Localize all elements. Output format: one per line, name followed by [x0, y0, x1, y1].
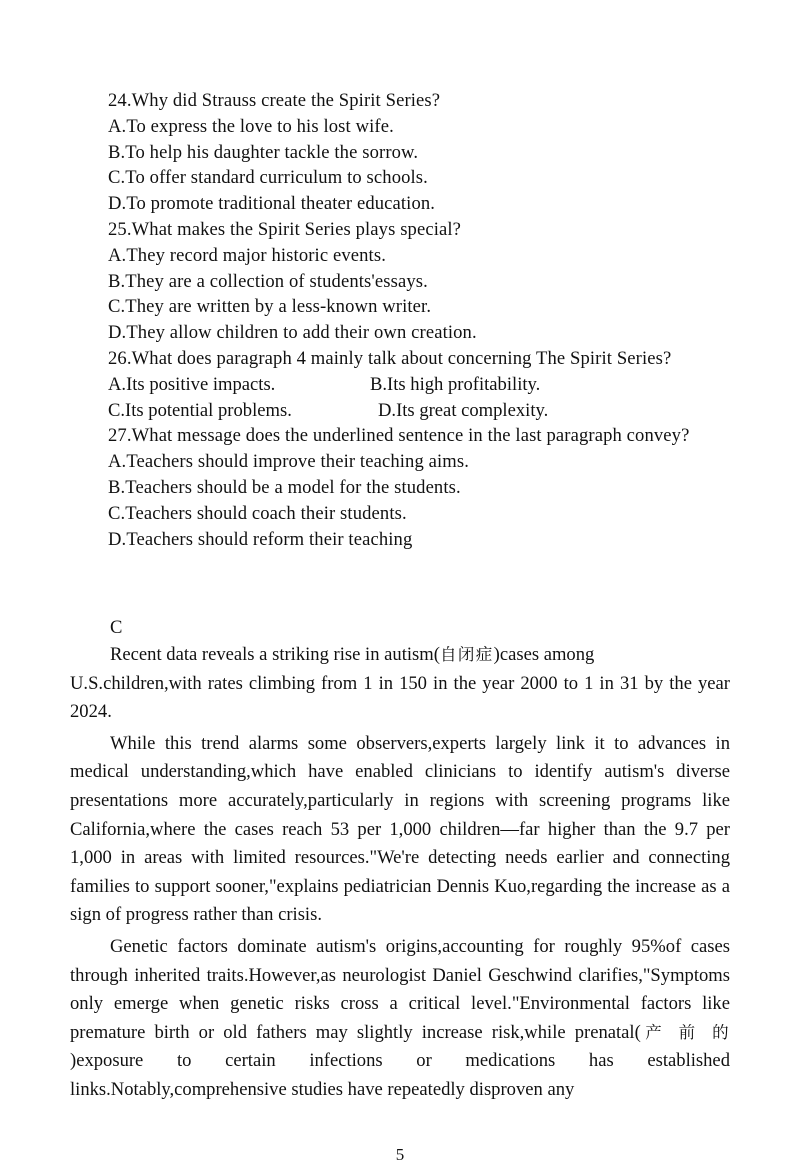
question-26-option-c: C.Its potential problems. — [108, 399, 292, 421]
question-24-option-d: D.To promote traditional theater education. — [108, 193, 436, 215]
question-27-stem: 27.What message does the underlined sentence in the last paragraph convey? — [108, 425, 690, 447]
passage-paragraph-3 — [70, 933, 730, 1105]
passage-paragraph-2: While this trend alarms some observers,experts largely link it to advances in medical understanding,which have enabled clinicians to identify autism's diverse presentations more accurately,particularly in regions with screening programs like California,where the cases reach 53 per 1,000 children—far higher than the 9.7 per 1,000 in areas with limited resources."We're detecting needs earlier and connecting families to support sooner,"explains pediatrician Dennis Kuo,regarding the increase as a sign of progress rather than crisis. — [70, 732, 730, 926]
question-25-option-c: C.They are written by a less-known writer. — [108, 296, 432, 318]
question-27-option-a: A.Teachers should improve their teaching aims. — [108, 451, 470, 473]
question-26-option-d: D.Its great complexity. — [378, 399, 549, 421]
section-letter-c: C — [110, 617, 123, 638]
question-25-option-a: A.They record major historic events. — [108, 244, 386, 266]
passage-p1-text-after-gloss: )cases among — [493, 644, 595, 665]
passage-p3-part-1: Genetic factors dominate autism's origins,accounting for roughly 95%of cases through inherited traits.However,as neurologist Daniel Geschwind clarifies,"Symptoms only emerge when genetic risks cross a critical level."Environmental factors like premature birth or old fathers may slightly increase risk,while prenatal( — [70, 935, 730, 1043]
question-27-option-b: B.Teachers should be a model for the students. — [108, 476, 461, 498]
passage-paragraph-1-rest: U.S.children,with rates climbing from 1 in 150 in the year 2000 to 1 in 31 by the year 2024. — [70, 672, 730, 723]
question-24-stem: 24.Why did Strauss create the Spirit Series? — [108, 90, 441, 111]
passage-p3-part-2: )exposure to certain infections or medications has established links.Notably,comprehensive studies have repeatedly disproven any — [70, 1050, 730, 1100]
question-24-option-a: A.To express the love to his lost wife. — [108, 115, 394, 137]
question-26-options-row-2 — [108, 398, 748, 424]
question-25-option-d: D.They allow children to add their own creation. — [108, 322, 477, 344]
question-24-option-c: C.To offer standard curriculum to schools. — [108, 167, 428, 189]
reading-passage — [70, 641, 730, 1105]
question-24-option-b: B.To help his daughter tackle the sorrow. — [108, 141, 419, 163]
passage-paragraph-1-line-1 — [70, 641, 730, 670]
question-27-option-d: D.Teachers should reform their teaching — [108, 528, 413, 550]
questions-block — [108, 88, 748, 552]
gloss-prenatal-chinese: 产 前 的 — [640, 1022, 730, 1042]
question-25-option-b: B.They are a collection of students'essays. — [108, 270, 428, 292]
gloss-autism-chinese: 自闭症 — [439, 645, 494, 664]
page-number: 5 — [395, 1145, 405, 1164]
passage-p1-text-before-gloss: Recent data reveals a striking rise in autism( — [110, 644, 440, 665]
question-27-option-c: C.Teachers should coach their students. — [108, 502, 407, 524]
question-26-option-b: B.Its high profitability. — [370, 373, 541, 395]
question-26-options-row-1 — [108, 372, 748, 398]
question-26-option-a: A.Its positive impacts. — [108, 373, 276, 395]
question-26-stem: 26.What does paragraph 4 mainly talk about concerning The Spirit Series? — [108, 347, 672, 369]
question-25-stem: 25.What makes the Spirit Series plays special? — [108, 218, 462, 240]
